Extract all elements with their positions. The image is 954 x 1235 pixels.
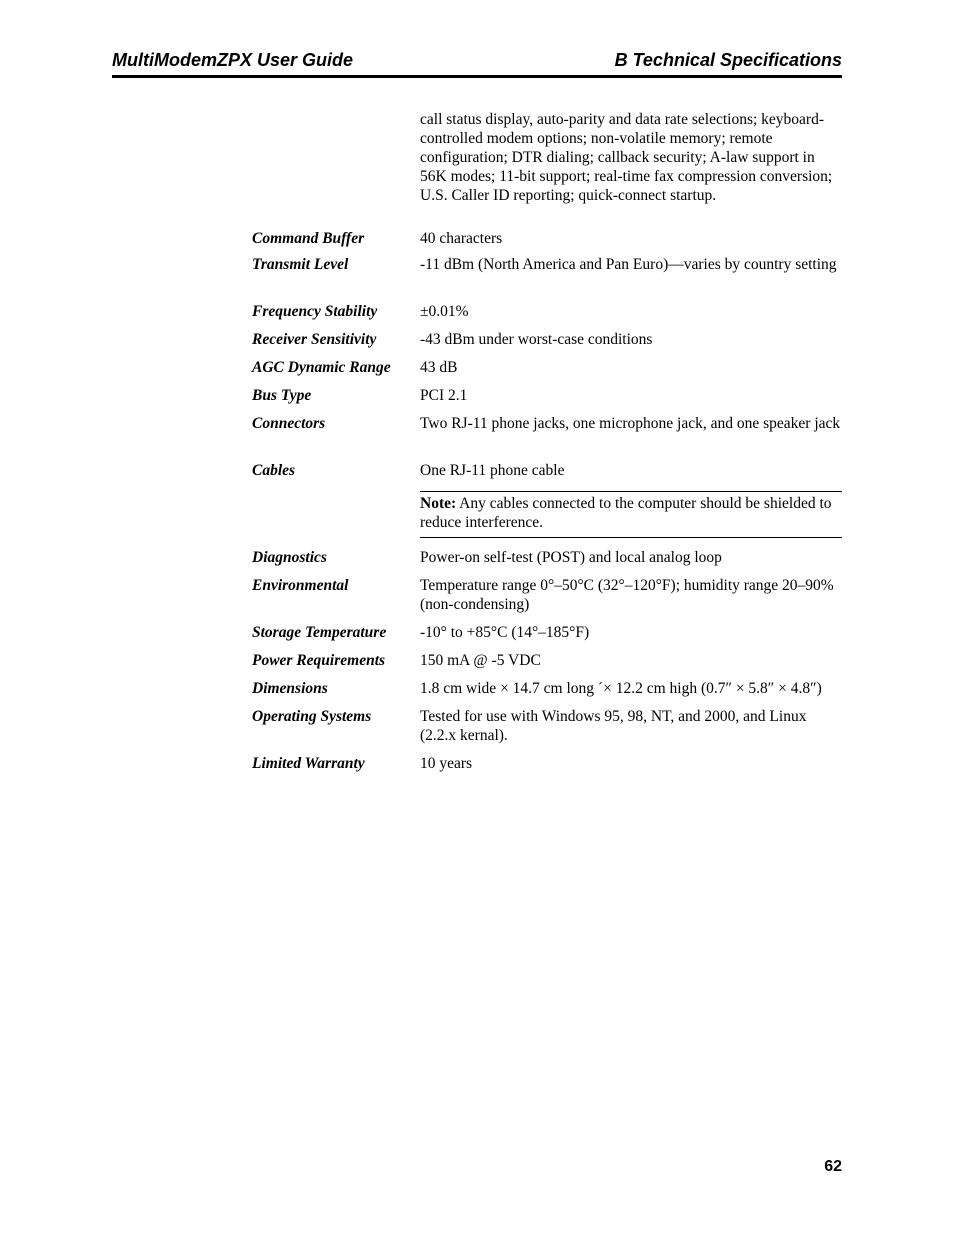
spec-value: Temperature range 0°–50°C (32°–120°F); humidity range 20–90% (non-condensing) [420, 577, 834, 613]
spec-term: Transmit Level [252, 256, 349, 273]
spec-value: -10° to +85°C (14°–185°F) [420, 624, 590, 641]
spec-term: Environmental [252, 577, 349, 594]
spec-term: Receiver Sensitivity [252, 331, 377, 348]
spec-term: Connectors [252, 415, 326, 432]
spec-term: Frequency Stability [252, 303, 378, 320]
note-box [420, 491, 842, 538]
spec-term: Cables [252, 462, 296, 479]
spec-term: Limited Warranty [252, 755, 365, 772]
spec-term: Diagnostics [252, 549, 327, 566]
spec-value: 1.8 cm wide × 14.7 cm long ´× 12.2 cm high (0.7″ × 5.8″ × 4.8″) [420, 680, 822, 697]
note-label: Note: [420, 495, 457, 512]
spec-value: Power-on self-test (POST) and local analog loop [420, 549, 722, 566]
spec-term: Storage Temperature [252, 624, 387, 641]
header-section: B Technical Specifications [614, 50, 842, 70]
spec-term: Dimensions [252, 680, 328, 697]
spec-value: ±0.01% [420, 303, 469, 320]
spec-term: Power Requirements [252, 652, 386, 669]
spec-value: Two RJ-11 phone jacks, one microphone jack, and one speaker jack [420, 415, 841, 432]
spec-term: Command Buffer [252, 230, 365, 247]
spec-value: -11 dBm (North America and Pan Euro)—varies by country setting [420, 256, 837, 273]
spec-value: PCI 2.1 [420, 387, 468, 404]
spec-term: AGC Dynamic Range [252, 359, 391, 376]
spec-value: 40 characters [420, 230, 503, 247]
spec-value: -43 dBm under worst-case conditions [420, 331, 653, 348]
spec-value: One RJ-11 phone cable [420, 462, 565, 479]
spec-value: 43 dB [420, 359, 458, 376]
intro-paragraph: call status display, auto-parity and data rate selections; keyboard-controlled modem options; non-volatile memory; remote configuration; DTR dialing; callback security; A-law support in 56K modes; 11-bit support; real-time fax compression conversion; U.S. Caller ID reporting; quick-connect startup. [420, 111, 833, 204]
note-text: Any cables connected to the computer should be shielded to reduce interference. [420, 495, 832, 531]
spec-value: 10 years [420, 755, 473, 772]
spec-value: Tested for use with Windows 95, 98, NT, and 2000, and Linux (2.2.x kernal). [420, 708, 807, 744]
page-number: 62 [824, 1158, 842, 1175]
header-title: MultiModemZPX User Guide [112, 50, 354, 70]
page-header [112, 49, 842, 78]
spec-term: Bus Type [252, 387, 312, 404]
spec-term: Operating Systems [252, 708, 372, 725]
spec-value: 150 mA @ -5 VDC [420, 652, 541, 669]
